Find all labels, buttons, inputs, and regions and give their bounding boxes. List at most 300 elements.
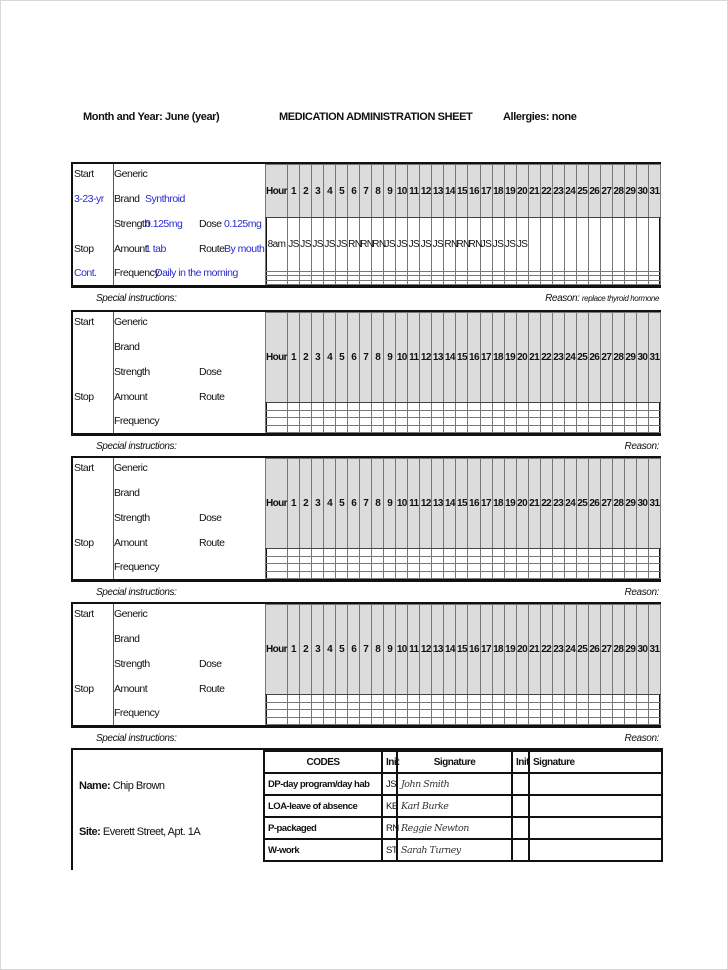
initial-cell[interactable] (600, 556, 612, 564)
initial-cell[interactable]: RN (372, 218, 384, 271)
initial-cell[interactable] (432, 564, 444, 572)
initial-cell[interactable] (348, 717, 360, 725)
initial-cell[interactable] (564, 702, 576, 710)
initial-cell[interactable] (636, 564, 648, 572)
initial-cell[interactable] (396, 564, 408, 572)
initial-cell[interactable] (360, 410, 372, 418)
initial-cell[interactable] (516, 403, 528, 411)
initial-cell[interactable] (396, 702, 408, 710)
initial-cell[interactable] (528, 571, 540, 579)
initial-cell[interactable] (420, 571, 432, 579)
hour-cell[interactable] (266, 571, 288, 579)
initial-cell[interactable] (300, 425, 312, 433)
initial-cell[interactable] (372, 549, 384, 557)
initial-cell[interactable] (432, 410, 444, 418)
initial-cell[interactable] (552, 549, 564, 557)
initial-cell[interactable] (600, 695, 612, 703)
initial-cell[interactable] (600, 710, 612, 718)
initial-cell[interactable] (588, 403, 600, 411)
initial-cell[interactable] (444, 280, 456, 284)
initial-cell[interactable] (480, 403, 492, 411)
initial-cell[interactable] (288, 717, 300, 725)
initial-cell[interactable] (492, 717, 504, 725)
initial-cell[interactable] (444, 717, 456, 725)
initial-cell[interactable] (432, 280, 444, 284)
initial-cell[interactable] (564, 717, 576, 725)
initial-cell[interactable] (348, 571, 360, 579)
initial-cell[interactable] (576, 717, 588, 725)
initial-cell[interactable] (396, 710, 408, 718)
initial-cell[interactable] (468, 403, 480, 411)
initial-cell[interactable]: JS (420, 218, 432, 271)
initial-cell[interactable] (528, 556, 540, 564)
initial-cell[interactable] (288, 280, 300, 284)
initial-cell[interactable] (300, 418, 312, 426)
initial-cell[interactable] (612, 425, 624, 433)
initial-cell[interactable] (636, 702, 648, 710)
initial-cell[interactable] (312, 702, 324, 710)
initial-cell[interactable] (480, 717, 492, 725)
initial-cell[interactable] (396, 717, 408, 725)
initial-cell[interactable] (348, 702, 360, 710)
initial-cell[interactable] (444, 564, 456, 572)
initial-cell[interactable] (468, 410, 480, 418)
initial-cell[interactable] (396, 556, 408, 564)
initial-cell[interactable] (552, 717, 564, 725)
initial-cell[interactable] (600, 218, 612, 271)
initial-cell[interactable] (312, 564, 324, 572)
initial-cell[interactable] (456, 556, 468, 564)
initial-cell[interactable] (348, 425, 360, 433)
signature-blank[interactable] (529, 839, 662, 861)
initial-cell[interactable] (312, 403, 324, 411)
initial-cell[interactable] (468, 425, 480, 433)
initial-cell[interactable] (468, 556, 480, 564)
initial-cell[interactable]: RN (360, 218, 372, 271)
initial-cell[interactable] (528, 695, 540, 703)
initial-cell[interactable] (576, 280, 588, 284)
initial-cell[interactable] (324, 571, 336, 579)
initial-cell[interactable] (468, 571, 480, 579)
initial-cell[interactable] (636, 710, 648, 718)
initial-cell[interactable] (408, 702, 420, 710)
initial-cell[interactable] (324, 549, 336, 557)
initial-cell[interactable]: RN (456, 218, 468, 271)
initial-cell[interactable] (384, 556, 396, 564)
initial-cell[interactable] (576, 571, 588, 579)
initial-cell[interactable] (456, 702, 468, 710)
initial-cell[interactable]: RN (348, 218, 360, 271)
initial-cell[interactable] (372, 564, 384, 572)
initial-cell[interactable] (480, 418, 492, 426)
initial-cell[interactable] (648, 717, 660, 725)
hour-cell[interactable]: 8am (266, 218, 288, 271)
initial-cell[interactable] (552, 564, 564, 572)
initial-cell[interactable] (300, 556, 312, 564)
initial-cell[interactable] (348, 564, 360, 572)
initial-cell[interactable] (504, 702, 516, 710)
initial-cell[interactable] (444, 710, 456, 718)
hour-cell[interactable] (266, 418, 288, 426)
initial-cell[interactable] (552, 410, 564, 418)
initial-cell[interactable] (336, 549, 348, 557)
initial-cell[interactable] (648, 695, 660, 703)
initial-cell[interactable] (444, 702, 456, 710)
initial-cell[interactable] (540, 418, 552, 426)
initial-cell[interactable] (588, 571, 600, 579)
initial-cell[interactable] (372, 702, 384, 710)
initial-cell[interactable] (396, 403, 408, 411)
initial-cell[interactable] (648, 571, 660, 579)
initial-cell[interactable] (648, 425, 660, 433)
initial-cell[interactable] (300, 717, 312, 725)
initial-cell[interactable] (492, 556, 504, 564)
initial-cell[interactable] (408, 418, 420, 426)
initial-cell[interactable] (420, 549, 432, 557)
initial-cell[interactable] (456, 571, 468, 579)
initial-cell[interactable] (588, 425, 600, 433)
initial-cell[interactable] (528, 425, 540, 433)
initial-cell[interactable] (444, 556, 456, 564)
initial-cell[interactable] (456, 280, 468, 284)
initial-cell[interactable] (288, 418, 300, 426)
initial-cell[interactable] (540, 702, 552, 710)
initial-cell[interactable]: JS (408, 218, 420, 271)
initial-cell[interactable] (624, 695, 636, 703)
initial-cell[interactable] (324, 280, 336, 284)
initial-cell[interactable] (348, 418, 360, 426)
initial-cell[interactable] (528, 280, 540, 284)
initial-cell[interactable] (624, 556, 636, 564)
initial-cell[interactable] (396, 549, 408, 557)
hour-cell[interactable] (266, 710, 288, 718)
initial-cell[interactable] (552, 425, 564, 433)
initial-cell[interactable] (480, 702, 492, 710)
initial-cell[interactable] (540, 218, 552, 271)
initial-cell[interactable] (456, 710, 468, 718)
initial-cell[interactable] (324, 710, 336, 718)
hour-cell[interactable] (266, 425, 288, 433)
initial-cell[interactable] (636, 418, 648, 426)
initial-cell[interactable] (648, 710, 660, 718)
initial-cell[interactable] (540, 556, 552, 564)
initial-cell[interactable] (408, 695, 420, 703)
initial-cell[interactable] (588, 549, 600, 557)
initial-cell[interactable] (564, 556, 576, 564)
initial-cell[interactable] (480, 410, 492, 418)
initial-cell[interactable] (336, 564, 348, 572)
initial-cell[interactable] (492, 571, 504, 579)
initial-cell[interactable] (300, 702, 312, 710)
initial-cell[interactable] (348, 280, 360, 284)
initial-cell[interactable] (504, 425, 516, 433)
initial-cell[interactable] (444, 410, 456, 418)
initial-cell[interactable] (600, 564, 612, 572)
initial-cell[interactable] (324, 564, 336, 572)
initial-cell[interactable] (504, 280, 516, 284)
initial-cell[interactable] (636, 549, 648, 557)
initial-cell[interactable] (324, 556, 336, 564)
initial-cell[interactable]: JS (516, 218, 528, 271)
initial-cell[interactable] (384, 717, 396, 725)
initial-cell[interactable] (300, 710, 312, 718)
initial-cell[interactable]: JS (480, 218, 492, 271)
initial-cell[interactable] (492, 418, 504, 426)
initial-cell[interactable] (324, 425, 336, 433)
initial-cell[interactable] (588, 702, 600, 710)
initial-cell[interactable] (456, 695, 468, 703)
initial-cell[interactable] (480, 549, 492, 557)
initial-cell[interactable] (516, 695, 528, 703)
initial-cell[interactable] (564, 218, 576, 271)
initial-cell[interactable] (432, 425, 444, 433)
initial-cell[interactable] (516, 556, 528, 564)
initial-cell[interactable] (360, 280, 372, 284)
initial-cell[interactable] (636, 425, 648, 433)
initial-cell[interactable] (336, 425, 348, 433)
initial-cell[interactable] (372, 710, 384, 718)
initial-cell[interactable] (312, 549, 324, 557)
initial-cell[interactable] (480, 710, 492, 718)
initial-cell[interactable] (288, 403, 300, 411)
initial-cell[interactable] (432, 549, 444, 557)
initial-cell[interactable] (612, 418, 624, 426)
initial-cell[interactable]: JS (312, 218, 324, 271)
initial-cell[interactable] (396, 425, 408, 433)
initial-cell[interactable] (600, 425, 612, 433)
initial-cell[interactable] (360, 571, 372, 579)
initial-cell[interactable] (612, 410, 624, 418)
initial-cell[interactable] (360, 710, 372, 718)
initial-cell[interactable] (636, 410, 648, 418)
initial-cell[interactable] (636, 280, 648, 284)
initial-cell[interactable] (336, 280, 348, 284)
initial-cell[interactable] (420, 280, 432, 284)
initial-cell[interactable] (408, 556, 420, 564)
initial-cell[interactable] (576, 702, 588, 710)
initial-cell[interactable] (300, 564, 312, 572)
initial-cell[interactable] (504, 571, 516, 579)
initial-cell[interactable] (552, 280, 564, 284)
initial-cell[interactable] (468, 717, 480, 725)
initial-cell[interactable] (360, 564, 372, 572)
initial-cell[interactable] (516, 702, 528, 710)
initial-cell[interactable] (624, 710, 636, 718)
initial-cell[interactable] (504, 564, 516, 572)
initial-cell[interactable] (540, 403, 552, 411)
initial-cell[interactable] (336, 710, 348, 718)
initial-cell[interactable] (384, 702, 396, 710)
initial-cell[interactable] (384, 280, 396, 284)
initial-cell[interactable] (420, 418, 432, 426)
initial-cell[interactable] (588, 410, 600, 418)
initial-cell[interactable]: JS (396, 218, 408, 271)
initial-cell[interactable] (636, 556, 648, 564)
initial-cell[interactable] (348, 695, 360, 703)
initial-cell[interactable] (312, 280, 324, 284)
signature-blank[interactable] (529, 795, 662, 817)
initial-cell[interactable] (336, 410, 348, 418)
initial-cell[interactable] (636, 218, 648, 271)
initial-cell[interactable] (384, 564, 396, 572)
initial-cell[interactable] (540, 571, 552, 579)
initial-cell[interactable] (420, 403, 432, 411)
initial-cell[interactable] (588, 564, 600, 572)
initial-cell[interactable] (288, 556, 300, 564)
initial-cell[interactable]: JS (504, 218, 516, 271)
initial-cell[interactable] (336, 556, 348, 564)
initial-cell[interactable] (468, 702, 480, 710)
initial-cell[interactable] (444, 695, 456, 703)
initial-cell[interactable] (360, 695, 372, 703)
initial-cell[interactable] (588, 717, 600, 725)
initial-cell[interactable] (360, 556, 372, 564)
initial-cell[interactable] (588, 418, 600, 426)
initial-cell[interactable] (312, 556, 324, 564)
initial-cell[interactable] (432, 403, 444, 411)
initial-cell[interactable] (444, 418, 456, 426)
initial-cell[interactable] (312, 571, 324, 579)
hour-cell[interactable] (266, 549, 288, 557)
initial-cell[interactable] (528, 710, 540, 718)
initial-cell[interactable] (648, 218, 660, 271)
initial-cell[interactable]: JS (336, 218, 348, 271)
initial-cell[interactable] (468, 549, 480, 557)
initial-cell[interactable]: JS (300, 218, 312, 271)
initial-cell[interactable] (624, 410, 636, 418)
initial-cell[interactable] (552, 571, 564, 579)
initial-cell[interactable] (288, 549, 300, 557)
initial-cell[interactable] (576, 425, 588, 433)
initial-cell[interactable] (480, 564, 492, 572)
initial-cell[interactable] (624, 717, 636, 725)
initial-cell[interactable] (432, 556, 444, 564)
initial-cell[interactable] (564, 425, 576, 433)
initial-cell[interactable] (372, 418, 384, 426)
initial-cell[interactable] (528, 218, 540, 271)
initial-cell[interactable] (444, 403, 456, 411)
initial-cell[interactable] (576, 710, 588, 718)
initial-cell[interactable] (612, 218, 624, 271)
initial-cell[interactable] (408, 425, 420, 433)
initial-cell[interactable] (300, 280, 312, 284)
initial-cell[interactable] (552, 218, 564, 271)
initial-cell[interactable] (528, 717, 540, 725)
initial-cell[interactable] (600, 403, 612, 411)
initial-cell[interactable] (516, 710, 528, 718)
initial-cell[interactable] (516, 418, 528, 426)
initial-cell[interactable] (612, 702, 624, 710)
initial-cell[interactable] (588, 710, 600, 718)
initial-cell[interactable] (336, 571, 348, 579)
initial-cell[interactable] (516, 425, 528, 433)
initial-cell[interactable] (492, 410, 504, 418)
hour-cell[interactable] (266, 403, 288, 411)
initial-cell[interactable] (384, 695, 396, 703)
initial-cell[interactable] (360, 425, 372, 433)
initial-cell[interactable] (336, 702, 348, 710)
initial-cell[interactable] (420, 717, 432, 725)
initial-cell[interactable] (540, 280, 552, 284)
initial-cell[interactable] (636, 717, 648, 725)
initial-cell[interactable] (552, 556, 564, 564)
initial-cell[interactable] (540, 549, 552, 557)
initial-cell[interactable] (420, 410, 432, 418)
initial-cell[interactable]: JS (288, 218, 300, 271)
signature-blank[interactable] (529, 773, 662, 795)
initial-cell[interactable] (492, 695, 504, 703)
hour-cell[interactable] (266, 717, 288, 725)
initial-cell[interactable] (540, 425, 552, 433)
initial-cell[interactable] (648, 280, 660, 284)
hour-cell[interactable] (266, 564, 288, 572)
initial-cell[interactable] (312, 425, 324, 433)
initial-cell[interactable] (504, 556, 516, 564)
initial-cell[interactable] (648, 418, 660, 426)
initial-cell[interactable] (624, 280, 636, 284)
hour-cell[interactable] (266, 695, 288, 703)
initial-cell[interactable] (360, 418, 372, 426)
initial-cell[interactable] (432, 418, 444, 426)
initial-cell[interactable] (612, 571, 624, 579)
initial-cell[interactable] (432, 695, 444, 703)
initial-cell[interactable] (360, 717, 372, 725)
initial-cell[interactable] (576, 564, 588, 572)
initial-cell[interactable] (612, 717, 624, 725)
initial-cell[interactable] (624, 218, 636, 271)
initial-cell[interactable] (312, 717, 324, 725)
hour-cell[interactable] (266, 702, 288, 710)
initial-cell[interactable] (384, 549, 396, 557)
initial-cell[interactable] (432, 710, 444, 718)
initial-cell[interactable] (504, 695, 516, 703)
initial-cell[interactable] (348, 549, 360, 557)
initial-cell[interactable] (492, 702, 504, 710)
initial-cell[interactable] (564, 564, 576, 572)
initial-cell[interactable] (444, 549, 456, 557)
initial-cell[interactable] (612, 280, 624, 284)
initial-cell[interactable] (468, 710, 480, 718)
initial-cell[interactable] (336, 695, 348, 703)
initial-cell[interactable] (384, 571, 396, 579)
initial-cell[interactable] (372, 695, 384, 703)
initial-cell[interactable] (504, 717, 516, 725)
initial-cell[interactable] (564, 410, 576, 418)
initial-cell[interactable] (576, 403, 588, 411)
initial-cell[interactable] (552, 695, 564, 703)
initial-cell[interactable] (576, 549, 588, 557)
initial-cell[interactable] (372, 280, 384, 284)
initial-cell[interactable] (288, 425, 300, 433)
initial-cell[interactable] (516, 717, 528, 725)
initial-cell[interactable] (528, 702, 540, 710)
initial-cell[interactable] (504, 403, 516, 411)
initial-cell[interactable] (564, 403, 576, 411)
initial-cell[interactable] (480, 425, 492, 433)
initial-cell[interactable] (648, 564, 660, 572)
initial-cell[interactable] (600, 702, 612, 710)
initial-cell[interactable] (480, 695, 492, 703)
initial-cell[interactable] (300, 410, 312, 418)
initial-cell[interactable] (492, 564, 504, 572)
initial-cell[interactable] (408, 549, 420, 557)
initial-cell[interactable] (636, 403, 648, 411)
initial-cell[interactable] (540, 710, 552, 718)
initial-cell[interactable] (372, 717, 384, 725)
signature-blank[interactable] (529, 817, 662, 839)
initial-cell[interactable] (408, 410, 420, 418)
initial-cell[interactable] (576, 695, 588, 703)
